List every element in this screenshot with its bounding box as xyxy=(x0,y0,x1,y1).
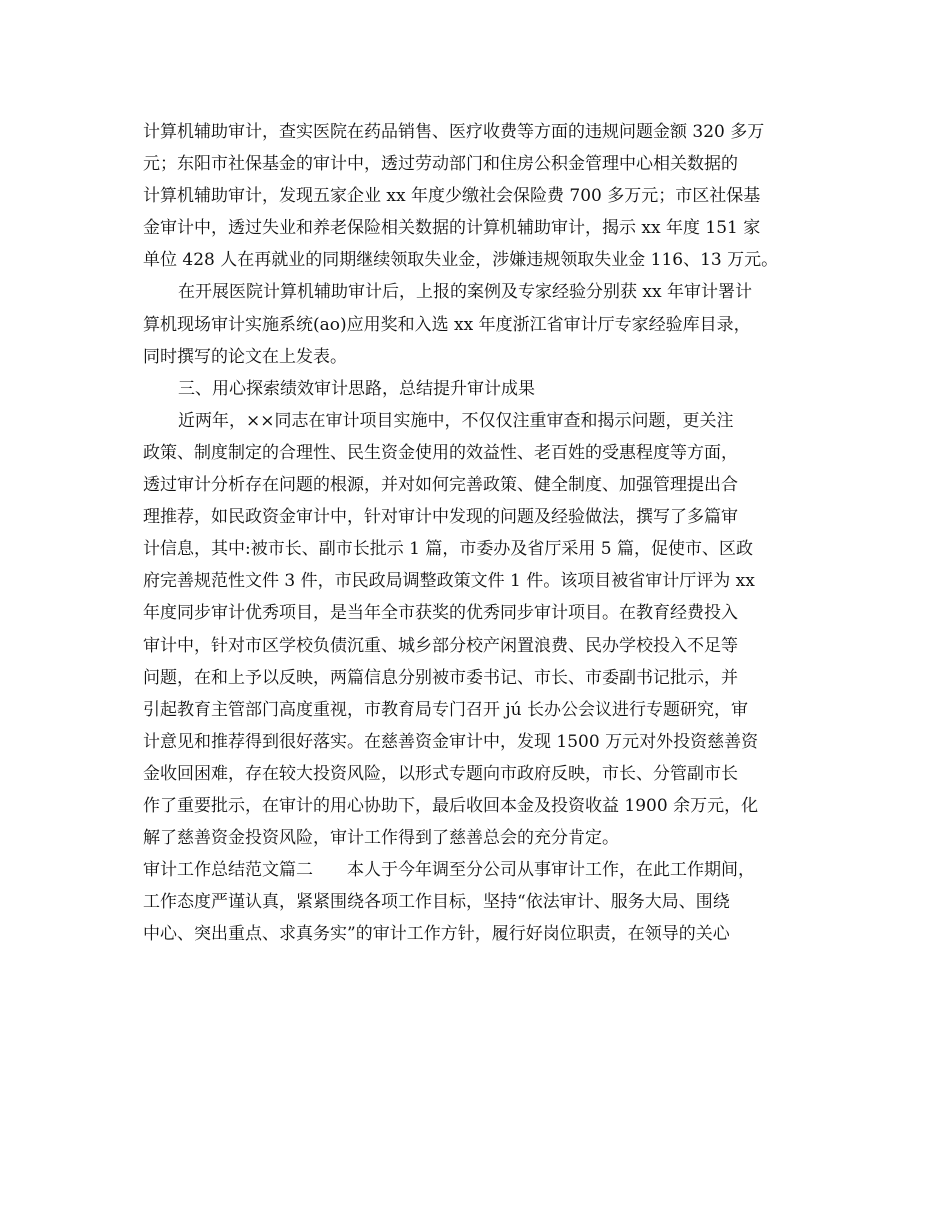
text-line: 计算机辅助审计，发现五家企业 xx 年度少缴社会保险费 700 多万元；市区社保基 xyxy=(143,186,761,207)
text-line: 元；东阳市社保基金的审计中，透过劳动部门和住房公积金管理中心相关数据的 xyxy=(143,154,738,175)
text-line: 计意见和推荐得到很好落实。在慈善资金审计中，发现 1500 万元对外投资慈善资 xyxy=(143,731,759,752)
text-line: 政策、制度制定的合理性、民生资金使用的效益性、老百姓的受惠程度等方面， xyxy=(143,442,738,463)
text-line: 工作态度严谨认真，紧紧围绕各项工作目标，坚持“依法审计、服务大局、围绕 xyxy=(143,892,730,913)
text-line: 计信息，其中:被市长、副市长批示 1 篇，市委办及省厅采用 5 篇，促使市、区政 xyxy=(143,539,753,560)
text-line: 在开展医院计算机辅助审计后，上报的案例及专家经验分别获 xx 年审计署计 xyxy=(178,282,752,303)
text-line: 解了慈善资金投资风险，审计工作得到了慈善总会的充分肯定。 xyxy=(143,828,619,849)
text-line: 金收回困难，存在较大投资风险，以形式专题向市政府反映，市长、分管副市长 xyxy=(143,763,738,784)
text-line: 年度同步审计优秀项目，是当年全市获奖的优秀同步审计项目。在教育经费投入 xyxy=(143,603,738,624)
text-line: 三、用心探索绩效审计思路，总结提升审计成果 xyxy=(178,378,535,399)
text-line: 金审计中，透过失业和养老保险相关数据的计算机辅助审计，揭示 xx 年度 151 家 xyxy=(143,218,761,239)
text-line: 算机现场审计实施系统(ao)应用奖和入选 xx 年度浙江省审计厅专家经验库目录， xyxy=(143,314,751,335)
text-line: 府完善规范性文件 3 件，市民政局调整政策文件 1 件。该项目被省审计厅评为 xx xyxy=(143,571,755,592)
text-line: 单位 428 人在再就业的同期继续领取失业金，涉嫌违规领取失业金 116、13 万元。 xyxy=(143,250,779,271)
text-line: 问题，在和上予以反映，两篇信息分别被市委书记、市长、市委副书记批示，并 xyxy=(143,667,738,688)
text-line: 引起教育主管部门高度重视，市教育局专门召开 jú 长办公会议进行专题研究，审 xyxy=(143,699,749,720)
text-line: 计算机辅助审计，查实医院在药品销售、医疗收费等方面的违规问题金额 320 多万 xyxy=(143,122,765,142)
body-text xyxy=(143,116,803,950)
text-line: 中心、突出重点、求真务实”的审计工作方针，履行好岗位职责，在领导的关心 xyxy=(143,924,730,945)
text-line: 理推荐，如民政资金审计中，针对审计中发现的问题及经验做法，撰写了多篇审 xyxy=(143,507,738,528)
text-line: 同时撰写的论文在上发表。 xyxy=(143,346,347,367)
text-line: 审计中，针对市区学校负债沉重、城乡部分校产闲置浪费、民办学校投入不足等 xyxy=(143,635,738,656)
text-line: 透过审计分析存在问题的根源，并对如何完善政策、健全制度、加强管理提出合 xyxy=(143,475,738,496)
text-line: 近两年，××同志在审计项目实施中，不仅仅注重审查和揭示问题，更关注 xyxy=(178,410,734,431)
text-line: 审计工作总结范文篇二 本人于今年调至分公司从事审计工作，在此工作期间， xyxy=(143,860,755,881)
text-line: 作了重要批示，在审计的用心协助下，最后收回本金及投资收益 1900 余万元，化 xyxy=(143,795,759,816)
